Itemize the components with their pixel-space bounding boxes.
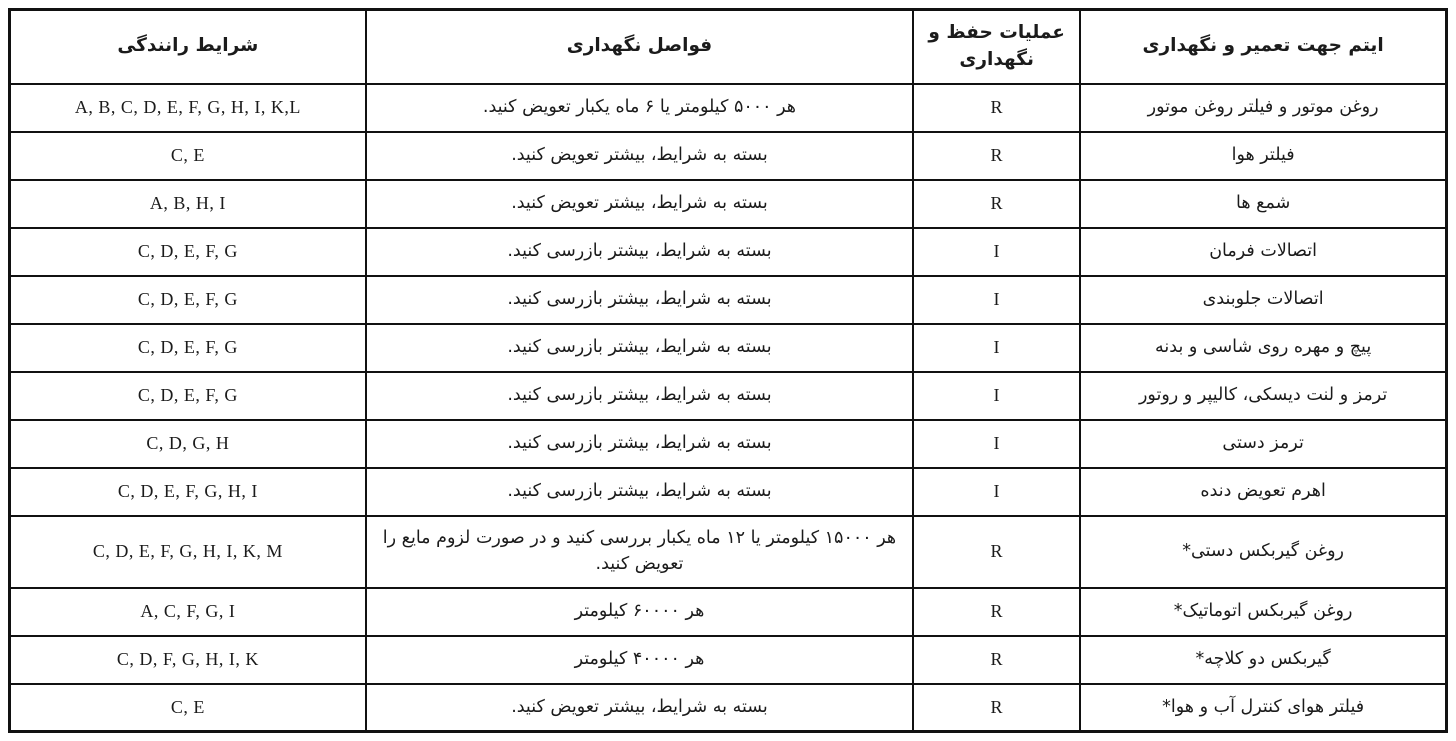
- cell-conditions: C, D, E, F, G: [10, 276, 366, 324]
- header-item: ایتم جهت تعمیر و نگهداری: [1080, 10, 1446, 84]
- cell-operation: I: [913, 228, 1080, 276]
- cell-conditions: C, D, E, F, G: [10, 324, 366, 372]
- cell-operation: R: [913, 588, 1080, 636]
- cell-item: اتصالات جلوبندی: [1080, 276, 1446, 324]
- table-row: [10, 132, 1447, 180]
- cell-item: اهرم تعویض دنده: [1080, 468, 1446, 516]
- header-interval: فواصل نگهداری: [366, 10, 913, 84]
- cell-conditions: A, C, F, G, I: [10, 588, 366, 636]
- table-row: [10, 84, 1447, 132]
- cell-interval: [366, 588, 913, 636]
- cell-operation: I: [913, 372, 1080, 420]
- cell-item: روغن گیربکس اتوماتیک*: [1080, 588, 1446, 636]
- table-row: [10, 324, 1447, 372]
- cell-conditions: C, D, E, F, G, H, I: [10, 468, 366, 516]
- cell-item: روغن موتور و فیلتر روغن موتور: [1080, 84, 1446, 132]
- header-conditions: شرایط رانندگی: [10, 10, 366, 84]
- cell-operation: R: [913, 132, 1080, 180]
- cell-interval: [366, 276, 913, 324]
- cell-operation: I: [913, 324, 1080, 372]
- cell-conditions: C, E: [10, 132, 366, 180]
- cell-conditions: C, D, E, F, G: [10, 372, 366, 420]
- cell-operation: R: [913, 684, 1080, 732]
- cell-item: فیلتر هوای کنترل آب و هوا*: [1080, 684, 1446, 732]
- interval-text: بسته به شرایط، بیشتر تعویض کنید.: [511, 696, 768, 717]
- cell-item: فیلتر هوا: [1080, 132, 1446, 180]
- cell-interval: [366, 84, 913, 132]
- interval-text: بسته به شرایط، بیشتر بازرسی کنید.: [507, 240, 772, 261]
- cell-conditions: C, D, E, F, G, H, I, K, M: [10, 516, 366, 588]
- cell-interval: [366, 516, 913, 588]
- interval-text: بسته به شرایط، بیشتر تعویض کنید.: [511, 144, 768, 165]
- table-body: [10, 84, 1447, 732]
- cell-interval: [366, 372, 913, 420]
- cell-item: ترمز دستی: [1080, 420, 1446, 468]
- cell-conditions: C, D, F, G, H, I, K: [10, 636, 366, 684]
- interval-text: بسته به شرایط، بیشتر بازرسی کنید.: [507, 288, 772, 309]
- interval-text: بسته به شرایط، بیشتر تعویض کنید.: [511, 192, 768, 213]
- cell-conditions: C, D, G, H: [10, 420, 366, 468]
- interval-text: هر ۶۰۰۰۰ کیلومتر: [574, 600, 705, 621]
- cell-item: پیچ و مهره روی شاسی و بدنه: [1080, 324, 1446, 372]
- table-row: [10, 684, 1447, 732]
- cell-operation: R: [913, 636, 1080, 684]
- cell-operation: I: [913, 420, 1080, 468]
- cell-interval: [366, 228, 913, 276]
- cell-interval: [366, 636, 913, 684]
- cell-interval: [366, 132, 913, 180]
- maintenance-schedule-table: [8, 8, 1448, 733]
- cell-interval: [366, 420, 913, 468]
- table-row: [10, 180, 1447, 228]
- cell-interval: [366, 180, 913, 228]
- table-row: [10, 636, 1447, 684]
- cell-interval: [366, 324, 913, 372]
- cell-conditions: A, B, H, I: [10, 180, 366, 228]
- interval-text: بسته به شرایط، بیشتر بازرسی کنید.: [507, 480, 772, 501]
- cell-operation: I: [913, 276, 1080, 324]
- table-row: [10, 588, 1447, 636]
- cell-item: شمع ها: [1080, 180, 1446, 228]
- interval-text: هر ۵۰۰۰ کیلومتر یا ۶ ماه یکبار تعویض کنید.: [482, 96, 797, 117]
- table-row: [10, 420, 1447, 468]
- header-operation: عملیات حفظ و نگهداری: [913, 10, 1080, 84]
- table-row: [10, 228, 1447, 276]
- cell-item: اتصالات فرمان: [1080, 228, 1446, 276]
- cell-conditions: C, E: [10, 684, 366, 732]
- interval-text: بسته به شرایط، بیشتر بازرسی کنید.: [507, 336, 772, 357]
- interval-text: هر ۴۰۰۰۰ کیلومتر: [574, 648, 705, 669]
- interval-text: بسته به شرایط، بیشتر بازرسی کنید.: [507, 432, 772, 453]
- interval-text: هر ۱۵۰۰۰ کیلومتر یا ۱۲ ماه یکبار بررسی کنید و در صورت لزوم مایع را تعویض کنید.: [382, 528, 897, 574]
- table-row: [10, 468, 1447, 516]
- cell-operation: I: [913, 468, 1080, 516]
- cell-operation: R: [913, 84, 1080, 132]
- cell-item: روغن گیربکس دستی*: [1080, 516, 1446, 588]
- cell-operation: R: [913, 180, 1080, 228]
- cell-operation: R: [913, 516, 1080, 588]
- cell-conditions: A, B, C, D, E, F, G, H, I, K,L: [10, 84, 366, 132]
- cell-item: گیربکس دو کلاچه*: [1080, 636, 1446, 684]
- interval-text: بسته به شرایط، بیشتر بازرسی کنید.: [507, 384, 772, 405]
- table-row: [10, 276, 1447, 324]
- table-row: [10, 372, 1447, 420]
- cell-item: ترمز و لنت دیسکی، کالیپر و روتور: [1080, 372, 1446, 420]
- cell-interval: [366, 684, 913, 732]
- cell-interval: [366, 468, 913, 516]
- header-row: [10, 10, 1447, 84]
- table-row: [10, 516, 1447, 588]
- cell-conditions: C, D, E, F, G: [10, 228, 366, 276]
